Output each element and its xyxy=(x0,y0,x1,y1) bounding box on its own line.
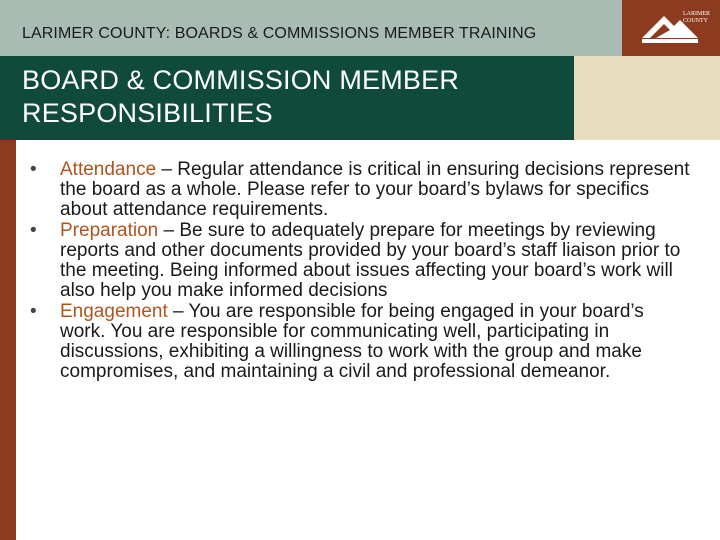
bullet-term: Preparation xyxy=(60,220,159,241)
bullet-list xyxy=(30,160,690,383)
left-accent-bar xyxy=(0,140,16,540)
header-band xyxy=(0,0,622,56)
bullet-dot-icon: • xyxy=(30,220,37,241)
bullet-text: – Be sure to adequately prepare for meetings by reviewing reports and other documents provided by your board’s staff liaison prior to the meeting. Being informed about issues affecting your board’s work will also help you make informed decisions xyxy=(60,220,681,301)
logo-box xyxy=(622,0,720,56)
bullet-dot-icon: • xyxy=(30,301,37,322)
bullet-term: Engagement xyxy=(60,301,168,322)
title-band xyxy=(0,56,574,140)
slide-title: BOARD & COMMISSION MEMBER RESPONSIBILITIES xyxy=(22,65,460,128)
list-item xyxy=(30,302,690,382)
bullet-dot-icon: • xyxy=(30,159,37,180)
bullet-text: – You are responsible for being engaged in your board’s work. You are responsible for communicating well, participating in discussions, exhibiting a willingness to work with the group and make compromises, and maintaining a civil and professional demeanor. xyxy=(60,301,644,382)
list-item xyxy=(30,160,690,220)
bullet-text: – Regular attendance is critical in ensuring decisions represent the board as a whole. Please refer to your board’s bylaws for specifics about attendance requirements. xyxy=(60,159,690,220)
list-item xyxy=(30,221,690,301)
logo-text: LARIMER COUNTY xyxy=(683,11,710,24)
bullet-term: Attendance xyxy=(60,159,157,180)
tan-accent-band xyxy=(574,56,720,140)
header-text: LARIMER COUNTY: BOARDS & COMMISSIONS MEMBER TRAINING xyxy=(22,25,537,42)
